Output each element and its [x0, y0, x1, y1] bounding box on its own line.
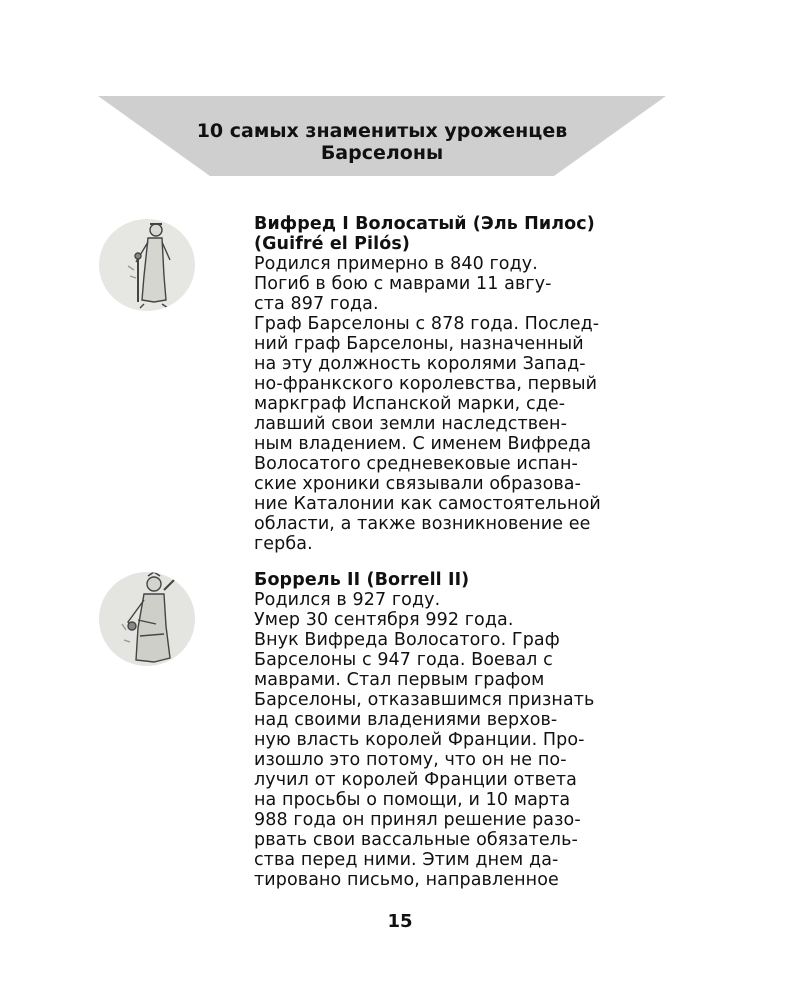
- body-line: ства перед ними. Этим днем да-: [254, 850, 559, 870]
- body-line: ские хроники связывали образова-: [254, 474, 582, 494]
- entry-name-line-2: (Guifré el Pilós): [254, 234, 410, 254]
- body-line: Волосатого средневековые испан-: [254, 454, 578, 474]
- page-number: 15: [387, 911, 413, 932]
- body-line: ную власть королей Франции. Про-: [254, 730, 585, 750]
- body-line: Умер 30 сентября 992 года.: [254, 610, 514, 630]
- body-line: изошло это потому, что он не по-: [254, 750, 567, 770]
- chapter-banner: [98, 96, 666, 176]
- body-line: Граф Барселоны с 878 года. Послед-: [254, 314, 600, 334]
- body-line: но-франкского королевства, первый: [254, 374, 598, 394]
- body-line: герба.: [254, 534, 313, 554]
- body-line: ным владением. С именем Вифреда: [254, 434, 592, 454]
- body-line: лавший свои земли наследствен-: [254, 414, 568, 434]
- body-line: над своими владениями верхов-: [254, 710, 558, 730]
- portrait-borrell: [98, 570, 196, 668]
- body-line: Барселоны с 947 года. Воевал с: [254, 650, 553, 670]
- body-line: Родился примерно в 840 году.: [254, 254, 538, 274]
- body-line: Барселоны, отказавшимся признать: [254, 690, 595, 710]
- entry-name-line-1: Боррель II (Borrell II): [254, 570, 470, 590]
- body-line: области, а также возникновение ее: [254, 514, 591, 534]
- entry-name-line-1: Вифред I Волосатый (Эль Пилос): [254, 214, 595, 234]
- body-line: лучил от королей Франции ответа: [254, 770, 578, 790]
- chapter-title-line-1: 10 самых знаменитых уроженцев: [196, 120, 568, 142]
- entry-text: [254, 570, 674, 890]
- body-line: 988 года он принял решение разо-: [254, 810, 581, 830]
- chapter-title: [98, 120, 666, 164]
- chapter-title-line-2: Барселоны: [320, 142, 444, 164]
- body-line: рвать свои вассальные обязатель-: [254, 830, 578, 850]
- body-line: тировано письмо, направленное: [254, 870, 559, 890]
- entry-text: [254, 214, 674, 554]
- body-line: на просьбы о помощи, и 10 марта: [254, 790, 571, 810]
- body-line: ние Каталонии как самостоятельной: [254, 494, 601, 514]
- body-line: на эту должность королями Запад-: [254, 354, 586, 374]
- body-line: Родился в 927 году.: [254, 590, 441, 610]
- body-line: ста 897 года.: [254, 294, 379, 314]
- body-line: Погиб в бою с маврами 11 авгу-: [254, 274, 552, 294]
- body-line: ний граф Барселоны, назначенный: [254, 334, 584, 354]
- body-line: маврами. Стал первым графом: [254, 670, 545, 690]
- body-line: Внук Вифреда Волосатого. Граф: [254, 630, 560, 650]
- portrait-guifre: [98, 216, 196, 314]
- body-line: маркграф Испанской марки, сде-: [254, 394, 566, 414]
